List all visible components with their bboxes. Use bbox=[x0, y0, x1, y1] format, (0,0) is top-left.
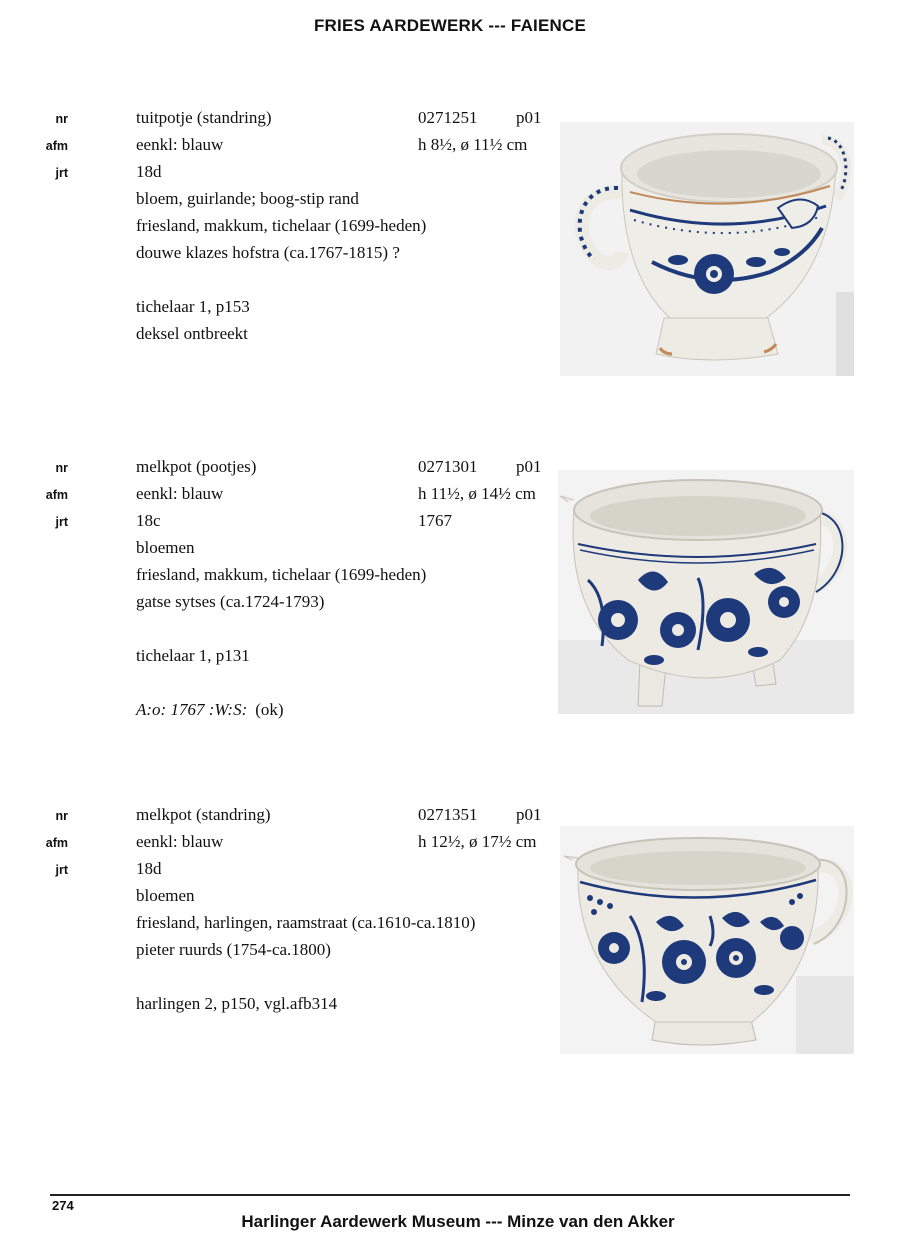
field-fabrikaat bbox=[0, 913, 560, 937]
field-voorwerp bbox=[0, 457, 560, 481]
label-afm: afm bbox=[45, 488, 68, 502]
field-datering bbox=[0, 511, 560, 535]
label-afm: afm bbox=[45, 836, 68, 850]
value-fabrikaat: friesland, harlingen, raamstraat (ca.1610-ca.1810) bbox=[136, 913, 476, 932]
label-jrt: jrt bbox=[55, 166, 68, 180]
field-schilder bbox=[0, 940, 560, 964]
field-literatuur bbox=[0, 297, 560, 321]
value-jrt: 1767 bbox=[418, 511, 452, 530]
value-schilder: douwe klazes hofstra (ca.1767-1815) ? bbox=[136, 243, 400, 262]
value-nr: 0271301 bbox=[418, 457, 478, 476]
value-kleur: eenkl: blauw bbox=[136, 484, 224, 503]
field-voorbeeld bbox=[0, 270, 560, 294]
field-schilder bbox=[0, 243, 560, 267]
value-voorstelling: bloemen bbox=[136, 538, 195, 557]
field-datering bbox=[0, 859, 560, 883]
label-nr: nr bbox=[55, 461, 68, 475]
field-voorstelling bbox=[0, 538, 560, 562]
value-nr: 0271351 bbox=[418, 805, 478, 824]
field-kleur bbox=[0, 832, 560, 856]
value-datering: 18d bbox=[136, 859, 162, 878]
page-footer: Harlinger Aardewerk Museum --- Minze van den Akker bbox=[241, 1212, 675, 1231]
field-fabrikaat bbox=[0, 216, 560, 240]
melkpot-standring-photo bbox=[560, 826, 854, 1054]
value-datering: 18c bbox=[136, 511, 161, 530]
field-voorwerp bbox=[0, 805, 560, 829]
label-afm: afm bbox=[45, 139, 68, 153]
value-opschrift bbox=[136, 351, 144, 371]
value-literatuur: tichelaar 1, p153 bbox=[136, 297, 250, 316]
value-voorwerp: melkpot (standring) bbox=[136, 805, 271, 824]
value-voorstelling: bloem, guirlande; boog-stip rand bbox=[136, 189, 359, 208]
field-literatuur bbox=[0, 994, 560, 1018]
label-nr: nr bbox=[55, 112, 68, 126]
label-jrt: jrt bbox=[55, 515, 68, 529]
field-opschrift bbox=[0, 1048, 560, 1072]
value-afm: h 12½, ø 17½ cm bbox=[418, 832, 537, 851]
value-opmerking: deksel ontbreekt bbox=[136, 324, 248, 343]
page-number: 274 bbox=[52, 1198, 74, 1213]
field-datering bbox=[0, 162, 560, 186]
value-voorwerp: melkpot (pootjes) bbox=[136, 457, 257, 476]
value-nr: 0271251 bbox=[418, 108, 478, 127]
field-schilder bbox=[0, 592, 560, 616]
value-schilder: pieter ruurds (1754-ca.1800) bbox=[136, 940, 331, 959]
field-opmerking bbox=[0, 673, 560, 697]
footer-rule bbox=[50, 1194, 850, 1196]
value-kleur: eenkl: blauw bbox=[136, 832, 224, 851]
value-schilder: gatse sytses (ca.1724-1793) bbox=[136, 592, 325, 611]
field-voorstelling bbox=[0, 189, 560, 213]
value-page-code: p01 bbox=[516, 805, 542, 824]
field-opmerking bbox=[0, 324, 560, 348]
field-kleur bbox=[0, 135, 560, 159]
field-fabrikaat bbox=[0, 565, 560, 589]
value-fabrikaat: friesland, makkum, tichelaar (1699-heden) bbox=[136, 565, 427, 584]
value-voorwerp: tuitpotje (standring) bbox=[136, 108, 272, 127]
field-voorwerp bbox=[0, 108, 560, 132]
value-page-code: p01 bbox=[516, 108, 542, 127]
field-opmerking bbox=[0, 1021, 560, 1045]
value-literatuur: tichelaar 1, p131 bbox=[136, 646, 250, 665]
field-opschrift bbox=[0, 700, 560, 724]
field-literatuur bbox=[0, 646, 560, 670]
value-datering: 18d bbox=[136, 162, 162, 181]
value-afm: h 11½, ø 14½ cm bbox=[418, 484, 536, 503]
field-voorbeeld bbox=[0, 619, 560, 643]
label-jrt: jrt bbox=[55, 863, 68, 877]
field-voorbeeld bbox=[0, 967, 560, 991]
value-voorstelling: bloemen bbox=[136, 886, 195, 905]
page-header: FRIES AARDEWERK --- FAIENCE bbox=[313, 16, 587, 35]
value-opschrift: A:o: 1767 :W:S: (ok) bbox=[136, 700, 284, 719]
value-afm: h 8½, ø 11½ cm bbox=[418, 135, 528, 154]
value-kleur: eenkl: blauw bbox=[136, 135, 224, 154]
label-nr: nr bbox=[55, 809, 68, 823]
value-fabrikaat: friesland, makkum, tichelaar (1699-heden) bbox=[136, 216, 427, 235]
tuitpotje-photo bbox=[560, 122, 854, 376]
value-opschrift bbox=[136, 1048, 144, 1068]
field-voorstelling bbox=[0, 886, 560, 910]
field-opschrift bbox=[0, 351, 560, 375]
value-page-code: p01 bbox=[516, 457, 542, 476]
field-kleur bbox=[0, 484, 560, 508]
melkpot-pootjes-photo bbox=[558, 470, 854, 714]
value-literatuur: harlingen 2, p150, vgl.afb314 bbox=[136, 994, 338, 1013]
